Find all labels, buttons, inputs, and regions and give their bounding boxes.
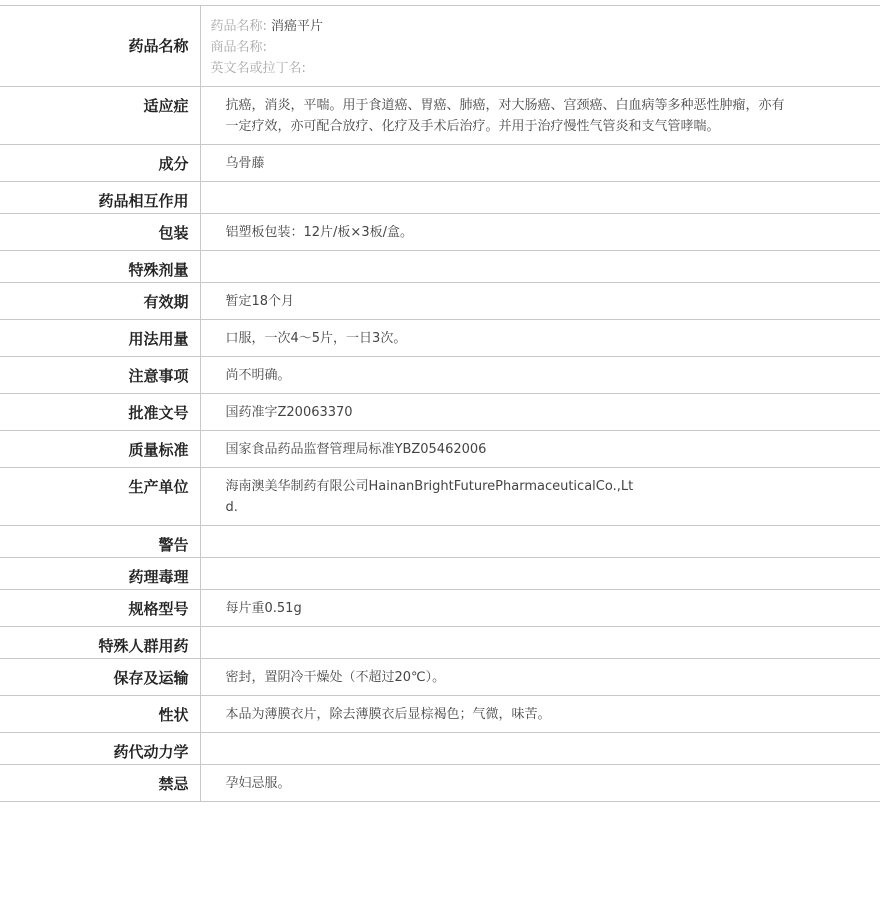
trade-name-key: 商品名称: [210, 40, 267, 55]
row-label: 特殊剂量 [0, 251, 200, 283]
row-value: 暂定18个月 [225, 294, 295, 309]
latin-name-key: 英文名或拉丁名: [210, 61, 306, 76]
row-label: 药代动力学 [0, 733, 200, 765]
row-interactions [0, 182, 880, 214]
row-validity [0, 283, 880, 320]
row-value [200, 558, 880, 590]
row-storage [0, 659, 880, 696]
latin-name-line [211, 58, 871, 79]
row-value [200, 526, 880, 558]
row-value: 抗癌，消炎，平喘。用于食道癌、胃癌、肺癌，对大肠癌、宫颈癌、白血病等多种恶性肿瘤，亦有一定疗效，亦可配合放疗、化疗及手术后治疗。并用于治疗慢性气管炎和支气管哮喘。 [225, 98, 785, 134]
drug-spec-table [0, 5, 880, 802]
drug-name-line [211, 16, 871, 37]
row-label: 药品相互作用 [0, 182, 200, 214]
row-ingredients [0, 145, 880, 182]
row-approval-number [0, 394, 880, 431]
row-value [200, 733, 880, 765]
row-quality-standard [0, 431, 880, 468]
row-specification [0, 590, 880, 627]
row-value: 国药准字Z20063370 [225, 405, 353, 420]
row-label: 保存及运输 [0, 659, 200, 696]
row-value: 铝塑板包装：12片/板×3板/盒。 [225, 225, 413, 240]
row-special-population [0, 627, 880, 659]
row-value: 孕妇忌服。 [225, 776, 291, 791]
row-label: 有效期 [0, 283, 200, 320]
row-label: 成分 [0, 145, 200, 182]
row-label: 性状 [0, 696, 200, 733]
row-indications [0, 87, 880, 145]
row-label: 质量标准 [0, 431, 200, 468]
row-label: 包装 [0, 214, 200, 251]
row-special-dosage [0, 251, 880, 283]
row-label: 药品名称 [0, 6, 200, 87]
row-value [200, 251, 880, 283]
drug-name-value: 消癌平片 [271, 19, 324, 34]
row-value: 海南澳美华制药有限公司HainanBrightFuturePharmaceuticalCo.,Ltd. [225, 479, 634, 515]
row-label: 警告 [0, 526, 200, 558]
row-label: 规格型号 [0, 590, 200, 627]
drug-name-key: 药品名称: [210, 19, 267, 34]
row-contraindications [0, 765, 880, 802]
row-packaging [0, 214, 880, 251]
trade-name-line [211, 37, 871, 58]
row-drug-name [0, 6, 880, 87]
row-value: 尚不明确。 [225, 368, 291, 383]
row-value [200, 182, 880, 214]
row-value: 口服，一次4～5片，一日3次。 [225, 331, 407, 346]
drug-names-block [200, 6, 880, 87]
row-pharmacology [0, 558, 880, 590]
row-label: 禁忌 [0, 765, 200, 802]
row-label: 生产单位 [0, 468, 200, 526]
row-dosage [0, 320, 880, 357]
row-precautions [0, 357, 880, 394]
row-description [0, 696, 880, 733]
row-label: 注意事项 [0, 357, 200, 394]
row-value: 本品为薄膜衣片，除去薄膜衣后显棕褐色；气微，味苦。 [225, 707, 551, 722]
row-label: 适应症 [0, 87, 200, 145]
row-value: 密封，置阴冷干燥处（不超过20℃）。 [225, 670, 446, 685]
row-value: 国家食品药品监督管理局标准YBZ05462006 [225, 442, 487, 457]
row-label: 批准文号 [0, 394, 200, 431]
row-pharmacokinetics [0, 733, 880, 765]
row-warning [0, 526, 880, 558]
row-label: 用法用量 [0, 320, 200, 357]
row-value: 每片重0.51g [225, 601, 302, 616]
row-value [200, 627, 880, 659]
row-label: 特殊人群用药 [0, 627, 200, 659]
row-manufacturer [0, 468, 880, 526]
row-value: 乌骨藤 [225, 156, 265, 171]
row-label: 药理毒理 [0, 558, 200, 590]
